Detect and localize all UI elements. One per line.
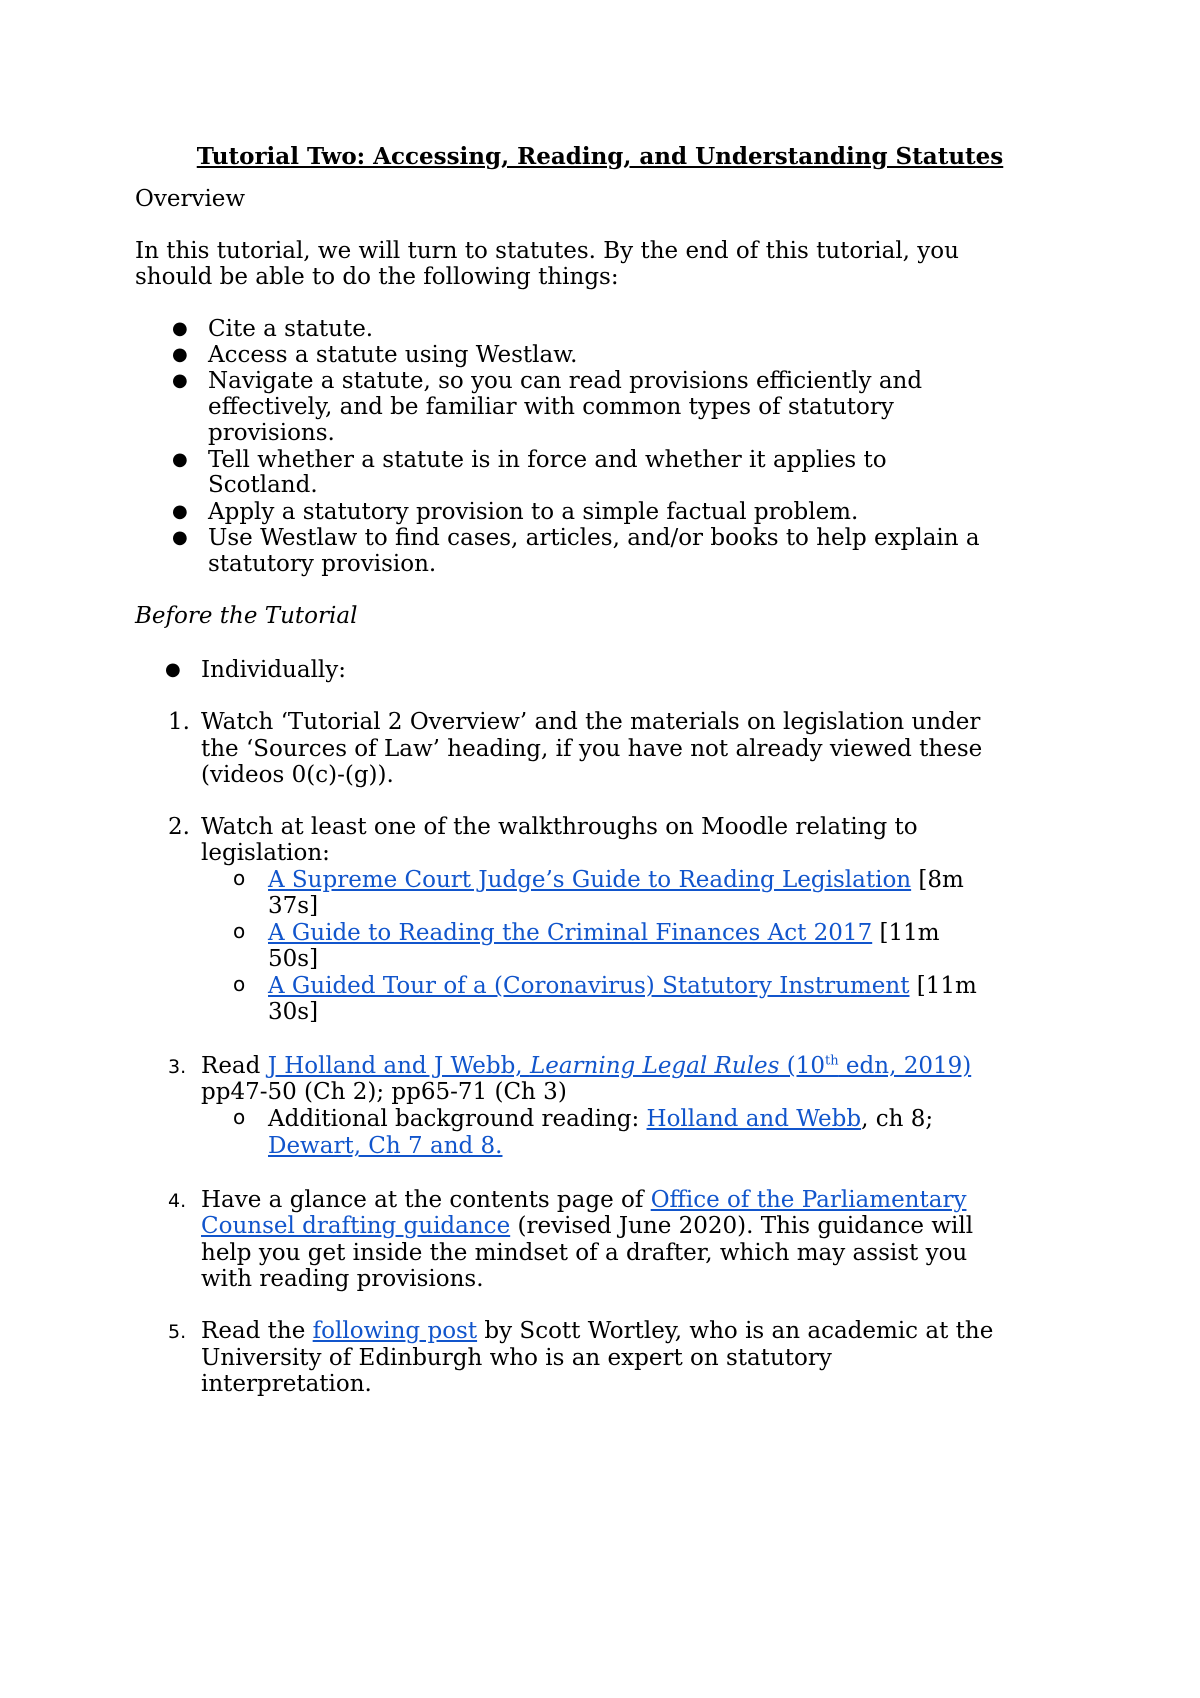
book-title: Learning Legal Rules: [529, 1053, 780, 1079]
chapter-ref: , ch 8;: [861, 1106, 934, 1132]
objective-item-cont: statutory provision.: [208, 551, 437, 577]
step-4-line-3: help you get inside the mindset of a drafter, which may assist you: [201, 1240, 968, 1266]
background-reading: [268, 1105, 933, 1133]
step-4-line-1: [201, 1186, 966, 1214]
video-link-judge-guide[interactable]: A Supreme Court Judge’s Guide to Reading Legislation: [268, 867, 912, 893]
video-duration: [11m: [909, 973, 977, 999]
individually-label: Individually:: [201, 657, 347, 683]
background-reading-label: Additional background reading:: [268, 1106, 647, 1132]
video-item: [268, 866, 964, 894]
step-number: 4.: [168, 1190, 187, 1212]
circle-bullet-icon: o: [233, 1105, 246, 1129]
step-number: 3.: [168, 1056, 187, 1078]
opc-guidance-link[interactable]: Office of the Parliamentary: [650, 1187, 967, 1213]
step-5-text: by Scott Wortley, who is an academic at the: [477, 1318, 994, 1344]
objective-item-cont: effectively, and be familiar with common types of statutory: [208, 394, 894, 420]
circle-bullet-icon: o: [233, 919, 246, 943]
step-5-line-2: University of Edinburgh who is an expert on statutory: [201, 1345, 832, 1371]
holland-webb-ch8-link[interactable]: Holland and Webb: [646, 1106, 862, 1132]
link-part: edn, 2019): [838, 1053, 972, 1079]
bullet-icon: ●: [172, 344, 188, 365]
step-3-line-2: pp47-50 (Ch 2); pp65-71 (Ch 3): [201, 1079, 567, 1105]
video-duration-cont: 37s]: [268, 893, 319, 919]
bullet-icon: ●: [172, 449, 188, 470]
bullet-icon: ●: [172, 501, 188, 522]
step-2-line-1: Watch at least one of the walkthroughs on Moodle relating to: [201, 814, 918, 840]
holland-webb-link[interactable]: [268, 1053, 972, 1079]
overview-heading: Overview: [135, 186, 246, 212]
step-number: 5.: [168, 1321, 187, 1343]
objective-item: Access a statute using Westlaw.: [208, 342, 578, 368]
link-part: J Holland and J Webb,: [267, 1053, 530, 1079]
step-4-text: (revised June 2020). This guidance will: [510, 1213, 974, 1239]
bullet-icon: ●: [165, 659, 181, 680]
before-tutorial-heading: Before the Tutorial: [135, 603, 358, 629]
step-number: 1.: [168, 709, 190, 735]
background-reading-cont: [268, 1132, 502, 1160]
intro-line-1: In this tutorial, we will turn to statutes. By the end of this tutorial, you: [135, 238, 959, 264]
video-link-statutory-instrument[interactable]: A Guided Tour of a (Coronavirus) Statutory Instrument: [268, 973, 910, 999]
step-1-line-2: the ‘Sources of Law’ heading, if you have not already viewed these: [201, 736, 983, 762]
bullet-icon: ●: [172, 527, 188, 548]
step-5-line-3: interpretation.: [201, 1371, 372, 1397]
objective-item: Cite a statute.: [208, 316, 374, 342]
circle-bullet-icon: o: [233, 866, 246, 890]
step-1-line-3: (videos 0(c)-(g)).: [201, 762, 394, 788]
step-5-line-1: [201, 1317, 993, 1345]
circle-bullet-icon: o: [233, 972, 246, 996]
step-number: 2.: [168, 814, 190, 840]
following-post-link[interactable]: following post: [312, 1318, 478, 1344]
video-link-criminal-finances[interactable]: A Guide to Reading the Criminal Finances Act 2017: [268, 920, 873, 946]
bullet-icon: ●: [172, 318, 188, 339]
opc-guidance-link-cont[interactable]: Counsel drafting guidance: [201, 1213, 511, 1239]
step-5-prefix: Read the: [201, 1318, 313, 1344]
page-title: Tutorial Two: Accessing, Reading, and Understanding Statutes: [196, 143, 1004, 170]
step-3-line-1: [201, 1052, 971, 1080]
objective-item: Apply a statutory provision to a simple factual problem.: [208, 499, 859, 525]
video-duration: [8m: [911, 867, 964, 893]
link-part: (10: [779, 1053, 825, 1079]
objective-item: Navigate a statute, so you can read provisions efficiently and: [208, 368, 923, 394]
objective-item: Tell whether a statute is in force and whether it applies to: [208, 447, 887, 473]
step-2-line-2: legislation:: [201, 840, 330, 866]
objective-item: Use Westlaw to find cases, articles, and/or books to help explain a: [208, 525, 980, 551]
step-4-prefix: Have a glance at the contents page of: [201, 1187, 651, 1213]
step-4-line-4: with reading provisions.: [201, 1266, 484, 1292]
video-item: [268, 972, 977, 1000]
video-duration-cont: 50s]: [268, 946, 319, 972]
bullet-icon: ●: [172, 370, 188, 391]
step-3-prefix: Read: [201, 1053, 268, 1079]
video-item: [268, 919, 940, 947]
objective-item-cont: Scotland.: [208, 472, 318, 498]
dewart-link[interactable]: Dewart, Ch 7 and 8.: [268, 1133, 503, 1159]
video-duration-cont: 30s]: [268, 999, 319, 1025]
superscript: th: [825, 1053, 839, 1069]
step-4-line-2: [201, 1212, 973, 1240]
step-1-line-1: Watch ‘Tutorial 2 Overview’ and the materials on legislation under: [201, 709, 981, 735]
video-duration: [11m: [872, 920, 940, 946]
objective-item-cont: provisions.: [208, 420, 335, 446]
intro-line-2: should be able to do the following things:: [135, 264, 619, 290]
